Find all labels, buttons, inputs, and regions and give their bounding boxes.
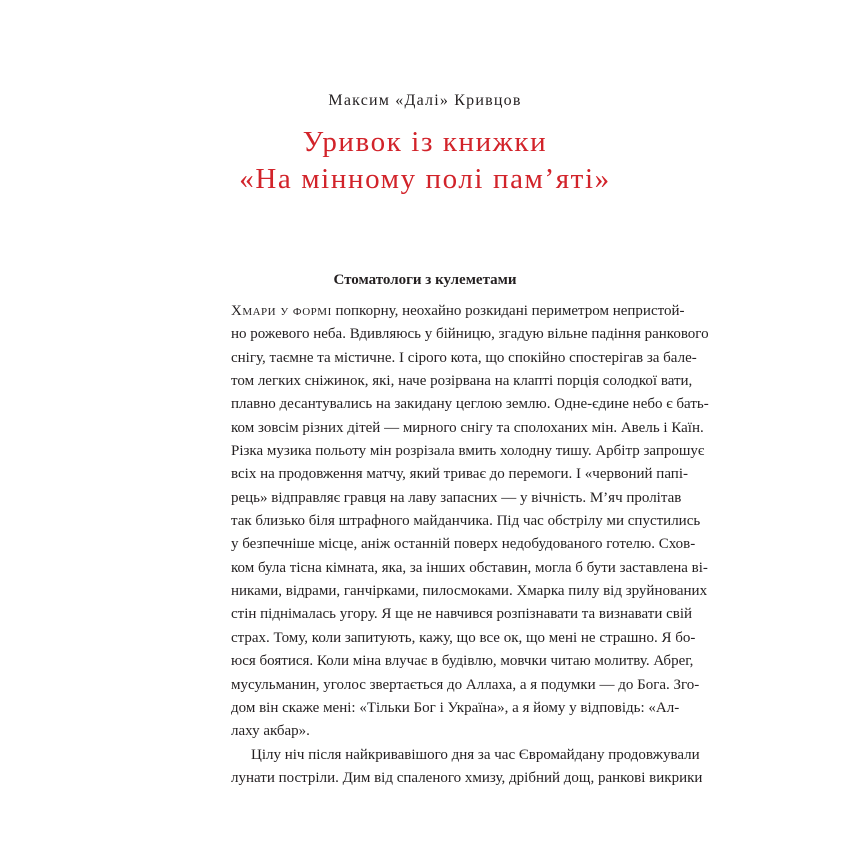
text-line: дом він скаже мені: «Тільки Бог і Україна», а я йому у відповідь: «Ал-: [231, 699, 680, 716]
text-line: рець» відправляє гравця на лаву запасних — у вічність. М’яч пролітав: [231, 489, 682, 506]
text-line: [231, 300, 685, 323]
text-line: том легких сніжинок, які, наче розірвана на клапті порція солодкої вати,: [231, 373, 693, 390]
body-text: [231, 300, 709, 790]
text-line-content: попкорну, неохайно розкидані периметром непристой-: [331, 303, 685, 319]
author-name: Максим «Далі» Кривцов: [328, 92, 522, 109]
text-line: стін піднімалась угору. Я ще не навчився розпізнавати та визнавати свій: [231, 606, 693, 623]
lead-in: Хмари у формі: [231, 303, 332, 319]
title-line-2: «На мінному полі пам’яті»: [239, 163, 611, 195]
text-line: у безпечніше місце, аніж останній поверх недобудованого готелю. Схов-: [231, 536, 696, 553]
text-line: плавно десантувались на закидану цеглою землю. Одне-єдине небо є бать-: [231, 396, 709, 413]
text-line: юся боятися. Коли міна влучає в будівлю, мовчки читаю молитву. Абрег,: [231, 653, 694, 670]
text-line: так близько біля штрафного майданчика. Під час обстрілу ми спустились: [231, 513, 701, 530]
text-line: мусульманин, уголос звертається до Аллаха, а я подумки — до Бога. Зго-: [231, 676, 700, 693]
text-line: всіх на продовження матчу, який триває до перемоги. І «червоний папі-: [231, 466, 688, 483]
text-line: ком зовсім різних дітей — мирного снігу та сполоханих мін. Авель і Каїн.: [231, 419, 704, 436]
text-line: никами, відрами, ганчірками, пилосмоками. Хмарка пилу від зруйнованих: [231, 583, 708, 600]
text-line: Цілу ніч після найкривавішого дня за час Євромайдану продовжували: [251, 746, 700, 763]
section-heading: Стоматологи з кулеметами: [333, 272, 517, 288]
text-line: Різка музика польоту мін розрізала вмить холодну тишу. Арбітр запрошує: [231, 443, 705, 460]
text-line: ком була тісна кімната, яка, за інших обставин, могла б бути заставлена ві-: [231, 559, 708, 576]
text-line: страх. Тому, коли запитують, кажу, що все ок, що мені не страшно. Я бо-: [231, 629, 696, 646]
text-line: лаху акбар».: [231, 723, 310, 740]
text-line: лунати постріли. Дим від спаленого хмизу, дрібний дощ, ранкові викрики: [231, 769, 703, 786]
text-line: снігу, таємне та містичне. І сірого кота, що спокійно спостерігав за бале-: [231, 349, 697, 366]
text-line: но рожевого неба. Вдивляюсь у бійницю, згадую вільне падіння ранкового: [231, 326, 709, 343]
title-line-1: Уривок із книжки: [302, 126, 548, 158]
